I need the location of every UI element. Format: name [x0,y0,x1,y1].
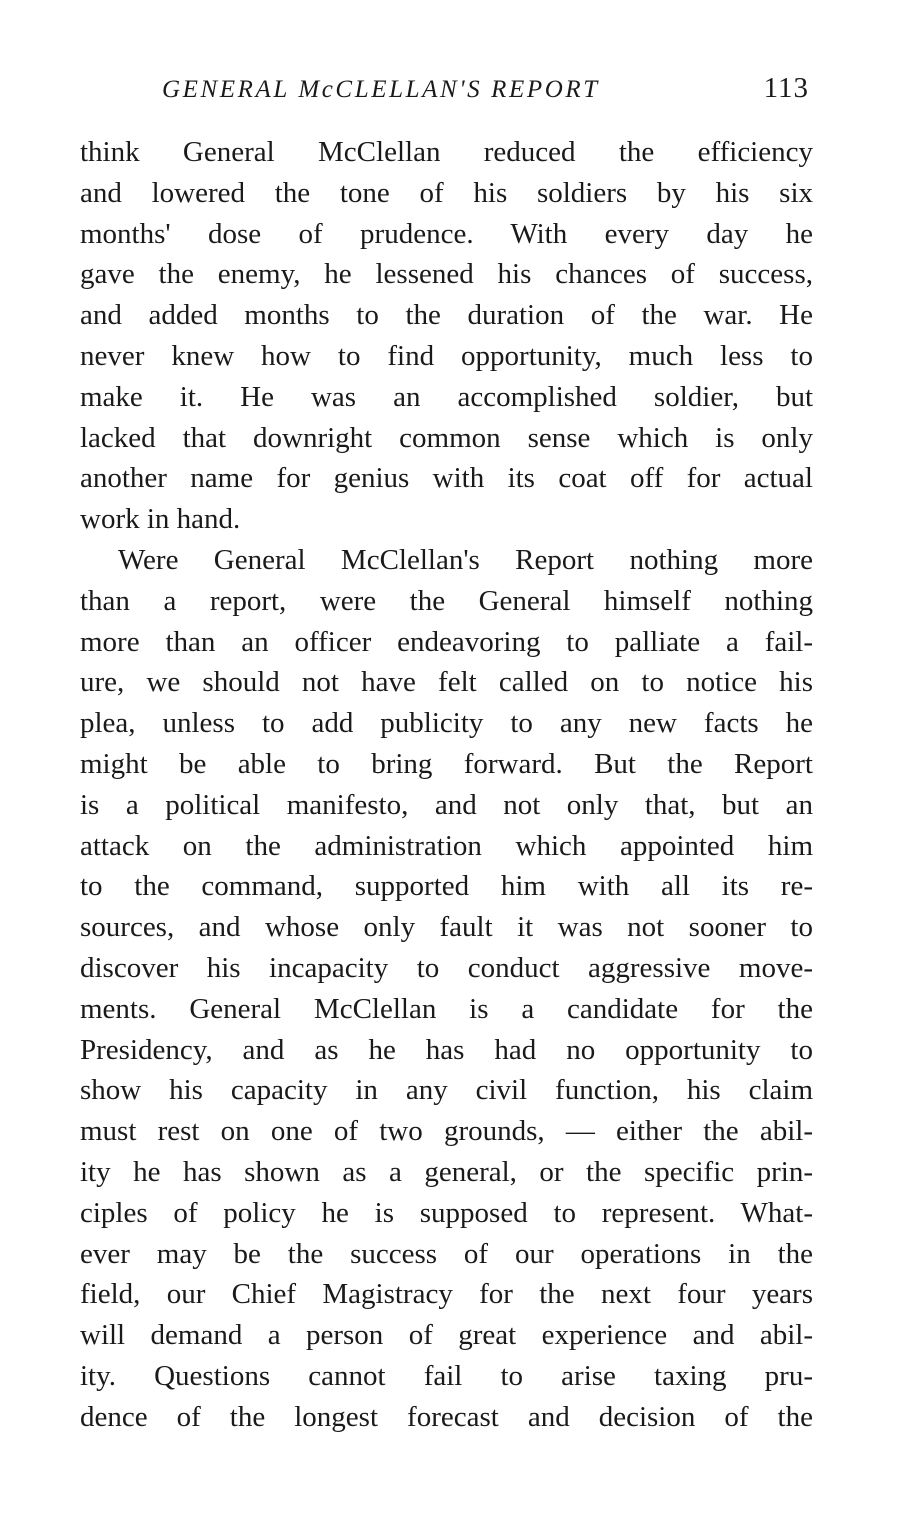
text-line: more than an officer endeavoring to palliate a fail- [80,625,813,658]
paragraph-1 [80,132,813,540]
text-line: gave the enemy, he lessened his chances of success, [80,258,813,291]
text-line: to the command, supported him with all its re- [80,870,813,903]
paragraph-2 [80,540,813,1438]
text-line: is a political manifesto, and not only that, but an [80,788,813,821]
text-line: work in hand. [80,503,241,536]
text-line: ever may be the success of our operations in the [80,1237,813,1270]
text-line: ity he has shown as a general, or the specific prin- [80,1155,813,1188]
text-line: and lowered the tone of his soldiers by his six [80,176,813,209]
text-line: show his capacity in any civil function, his claim [80,1074,813,1107]
running-title: GENERAL McCLELLAN'S REPORT [162,76,600,103]
text-line: ity. Questions cannot fail to arise taxing pru- [80,1359,813,1392]
text-line: and added months to the duration of the war. He [80,299,813,332]
text-line: attack on the administration which appointed him [80,829,813,862]
text-line: sources, and whose only fault it was not sooner to [80,911,813,944]
text-line: will demand a person of great experience and abil- [80,1319,813,1352]
text-line: Presidency, and as he has had no opportunity to [80,1033,813,1066]
text-line: plea, unless to add publicity to any new facts he [80,707,813,740]
text-line: never knew how to find opportunity, much less to [80,339,813,372]
text-line: lacked that downright common sense which is only [80,421,813,454]
text-line: discover his incapacity to conduct aggressive move- [80,951,813,984]
text-line: think General McClellan reduced the efficiency [80,136,813,168]
text-line: ciples of policy he is supposed to represent. What- [80,1196,813,1229]
text-line: ure, we should not have felt called on to notice his [80,666,813,699]
text-line: than a report, were the General himself nothing [80,584,813,617]
text-line: make it. He was an accomplished soldier, but [80,380,813,413]
text-line: must rest on one of two grounds, — either the abil- [80,1115,813,1148]
text-line: Were General McClellan's Report nothing more [118,543,813,576]
text-line: might be able to bring forward. But the Report [80,747,813,780]
body-text [80,132,813,1438]
text-line: months' dose of prudence. With every day he [80,217,813,250]
running-head [80,72,815,112]
text-line: field, our Chief Magistracy for the next four years [80,1278,813,1311]
text-line: ments. General McClellan is a candidate for the [80,992,813,1025]
text-line: dence of the longest forecast and decision of the [80,1400,813,1433]
page-number: 113 [763,72,809,104]
text-line: another name for genius with its coat off for actual [80,462,813,495]
